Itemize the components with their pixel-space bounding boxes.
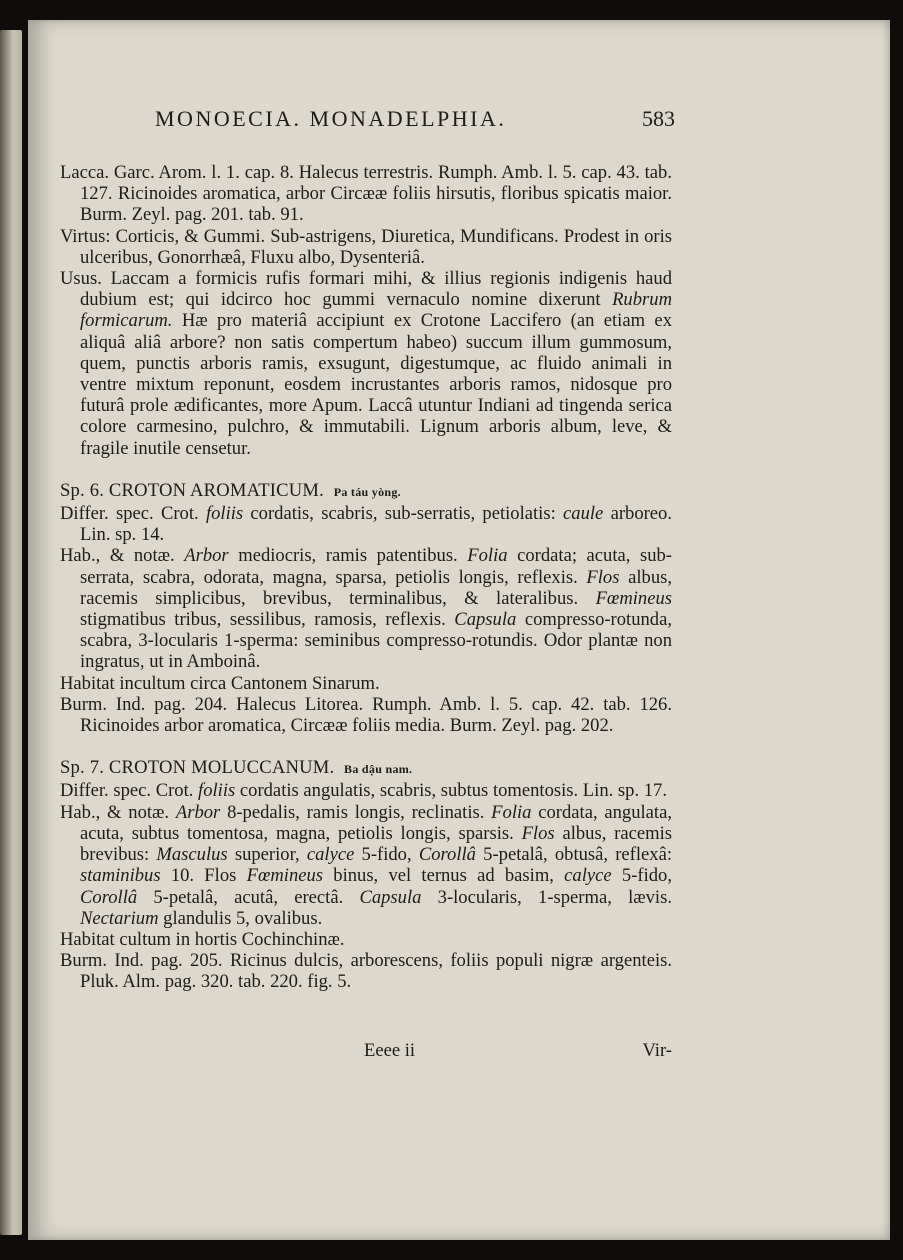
sp7-hab-i1: Arbor xyxy=(175,801,221,823)
sp6-hab-i4: Fœmineus xyxy=(595,587,672,609)
sp7-hab-d: albus, racemis brevibus: xyxy=(80,822,673,866)
sp7-hab-i4: Masculus xyxy=(156,844,228,866)
sp7-differ-a: Differ. spec. Crot. xyxy=(60,780,199,802)
lacca-line-1: Lacca. Garc. Arom. l. 1. cap. 8. Halecus terrestris. Rumph. Amb. l. xyxy=(60,162,558,183)
sp6-hab-f: compresso-rotunda, scabra, 3-locularis 1-sperma: seminibus compresso-rotundis. Odor plantæ non ingratus, ut in Amboinâ. xyxy=(80,609,672,673)
sp6-differ-italic-2: caule xyxy=(563,503,604,525)
usus-text-b: Hæ pro materiâ accipiunt ex Crotone Laccifero (an etiam ex aliquâ aliâ arbore? non satis compertum habeo) succum illum gummosum, quem, punctis arboris ramis, exsugunt, digestumque, ac fluido animali in ventre mixtum reponunt, eosdem incrustantes arboris ramos, nidosque pro futurâ prole ædificantes, more Apum. Laccâ utuntur Indiani ad tingenda serica colore carmesino, pulchro, & immutabili. Lignum arboris album, leve, & fragile inutile censetur. xyxy=(80,310,672,459)
usus-paragraph xyxy=(60,268,672,459)
sp7-hab-f: 5-fido, xyxy=(354,844,419,866)
sp7-heading-line xyxy=(60,757,672,780)
signature-mark: Eeee ii xyxy=(364,1040,416,1061)
sp7-hab-j: binus, vel ternus ad basim, xyxy=(323,865,565,887)
sp6-differ-italic: foliis xyxy=(205,503,244,525)
lacca-rest: 5. cap. 43. tab. 127. Ricinoides aromatica, arbor Circææ foliis hirsutis, floribus spicatis maior. Burm. Zeyl. pag. 201. tab. 91. xyxy=(80,162,672,226)
sp6-hab-i2: Folia xyxy=(467,545,508,567)
sp6-hab-i3: Flos xyxy=(586,566,620,588)
sp7-heading: Sp. 7. CROTON MOLUCCANUM. xyxy=(60,757,335,779)
page-number: 583 xyxy=(642,106,675,131)
sp7-hab-i5: calyce xyxy=(306,844,355,866)
sp7-hab-i8: Fœmineus xyxy=(246,865,324,887)
sp6-differ-b: cordatis, scabris, sub-serratis, petiolatis: xyxy=(243,503,564,525)
sp7-hab-c: cordata, angulata, acuta, subtus tomentosa, magna, petiolis longis, sparsis. xyxy=(80,801,672,844)
sp7-hab-m: 3-locularis, 1-sperma, lævis. xyxy=(421,886,672,908)
sp7-hab-l: 5-petalâ, acutâ, erectâ. xyxy=(137,886,360,908)
lacca-paragraph xyxy=(60,162,672,226)
sp7-differ-b: cordatis angulatis, scabris, subtus tomentosis. Lin. sp. 17. xyxy=(235,780,668,802)
sp7-hab-i2: Folia xyxy=(491,801,532,823)
page-text xyxy=(60,162,672,993)
sp7-burm: Burm. Ind. pag. 205. Ricinus dulcis, arborescens, foliis populi nigræ argenteis. Pluk. Alm. pag. 320. tab. 220. fig. 5. xyxy=(60,950,672,993)
sp7-hab-e: superior, xyxy=(227,844,307,866)
sp6-heading-line xyxy=(60,480,672,503)
catchword: Vir- xyxy=(642,1040,672,1061)
sp7-hab-h: 10. Flos xyxy=(160,865,247,887)
running-header xyxy=(155,106,675,132)
sp7-vernacular: Ba dậu nam. xyxy=(344,762,413,777)
usus-italic: Rubrum formicarum. xyxy=(80,289,672,332)
sp7-hab-b: 8-pedalis, ramis longis, reclinatis. xyxy=(220,801,492,823)
sp6-vernacular: Pa táu yòng. xyxy=(333,484,401,499)
sp6-differ xyxy=(60,503,672,545)
sp7-habitus xyxy=(60,802,672,929)
sp6-hab-a: Hab., & notæ. xyxy=(60,545,185,567)
sp6-habitus xyxy=(60,545,672,672)
sp7-hab-i11: Capsula xyxy=(359,886,422,908)
sp6-hab-i5: Capsula xyxy=(454,609,517,631)
sp6-habitat: Habitat incultum circa Cantonem Sinarum. xyxy=(60,672,380,694)
sp7-hab-k: 5-fido, xyxy=(611,865,672,887)
running-title: MONOECIA. MONADELPHIA. xyxy=(155,106,507,131)
sp6-burm: Burm. Ind. pag. 204. Halecus Litorea. Rumph. Amb. l. 5. cap. 42. tab. 126. Ricinoides arbor aromatica, Circææ foliis media. Burm. Zeyl. pag. 202. xyxy=(60,693,672,737)
sp7-hab-a: Hab., & notæ. xyxy=(60,801,176,823)
virtus-paragraph: Virtus: Corticis, & Gummi. Sub-astrigens, Diuretica, Mundificans. Prodest in oris ulceribus, Gonorrhæâ, Fluxu albo, Dysenteriâ. xyxy=(60,225,672,268)
sp7-differ-italic: foliis xyxy=(198,780,236,802)
adjacent-page-edge xyxy=(0,30,22,1235)
sp6-hab-e: stigmatibus tribus, sessilibus, ramosis, reflexis. xyxy=(80,609,455,631)
usus-text-a: Usus. Laccam a formicis rufis formari mihi, & illius regionis indigenis haud dubium est; qui idcirco hoc gummi vernaculo nomine dixerunt xyxy=(60,268,672,311)
sp7-hab-i3: Flos xyxy=(521,822,555,844)
sp6-hab-d: albus, racemis simplicibus, brevibus, terminalibus, & lateralibus. xyxy=(80,566,673,609)
sp7-hab-i12: Nectarium xyxy=(80,907,159,929)
sp6-hab-i1: Arbor xyxy=(184,545,229,567)
sp6-differ-a: Differ. spec. Crot. xyxy=(60,503,206,525)
sp7-hab-i9: calyce xyxy=(564,865,612,887)
sp6-heading: Sp. 6. CROTON AROMATICUM. xyxy=(60,479,324,501)
sp7-hab-i7: staminibus xyxy=(80,865,161,887)
sp7-hab-g: 5-petalâ, obtusâ, reflexâ: xyxy=(475,844,673,866)
sp7-habitat: Habitat cultum in hortis Cochinchinæ. xyxy=(60,928,345,950)
sp7-hab-n: glandulis 5, ovalibus. xyxy=(158,907,323,929)
sp7-hab-i10: Corollâ xyxy=(80,886,138,908)
sp7-differ xyxy=(60,780,672,801)
sp6-hab-b: mediocris, ramis patentibus. xyxy=(228,545,468,567)
sp6-differ-c: arboreo. Lin. sp. 14. xyxy=(80,503,673,546)
sp6-hab-c: cordata; acuta, sub-serrata, scabra, odorata, magna, sparsa, petiolis longis, reflexis. xyxy=(80,545,673,588)
sp7-hab-i6: Corollâ xyxy=(418,844,476,866)
